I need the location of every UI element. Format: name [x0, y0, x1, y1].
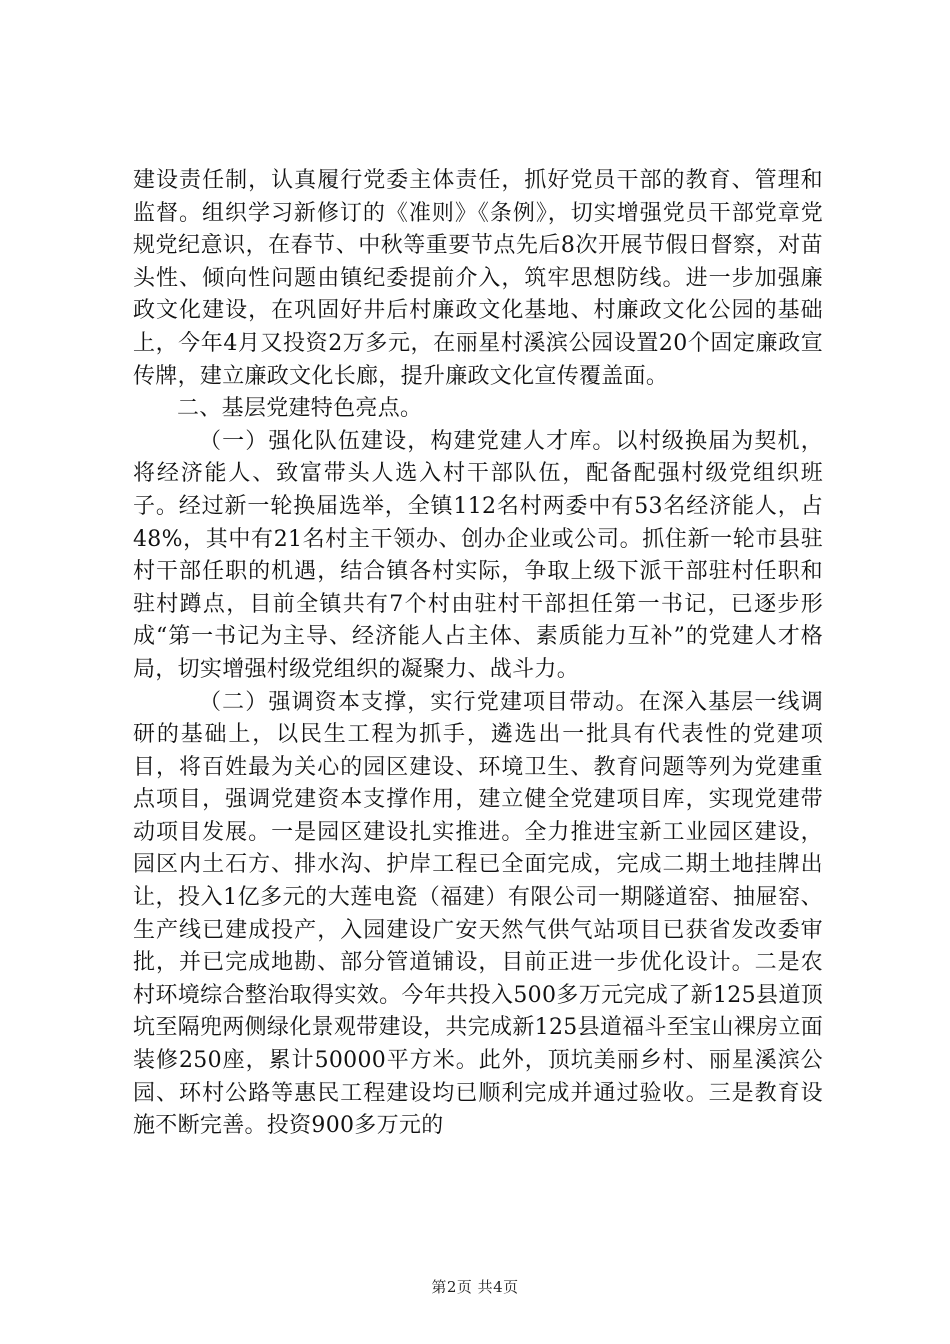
- page-footer: 第2页 共4页: [431, 1278, 519, 1296]
- paragraph-team-building: （一）强化队伍建设，构建党建人才库。以村级换届为契机，将经济能人、致富带头人选入村干部队伍，配备配强村级党组织班子。经过新一轮换届选举，全镇112名村两委中有53名经济能人，占48%，其中有21名村主干领办、创办企业或公司。抓住新一轮市县驻村干部任职的机遇，结合镇各村实际，争取上级下派干部驻村任职和驻村蹲点，目前全镇共有7个村由驻村干部担任第一书记，已逐步形成“第一书记为主导、经济能人占主体、素质能力互补”的党建人才格局，切实增强村级党组织的凝聚力、战斗力。: [133, 428, 823, 682]
- paragraph-project-driven: （二）强调资本支撑，实行党建项目带动。在深入基层一线调研的基础上，以民生工程为抓手，遴选出一批具有代表性的党建项目，将百姓最为关心的园区建设、环境卫生、教育问题等列为党建重点项目，强调党建资本支撑作用，建立健全党建项目库，实现党建带动项目发展。一是园区建设扎实推进。全力推进宝新工业园区建设，园区内土石方、排水沟、护岸工程已全面完成，完成二期土地挂牌出让，投入1亿多元的大莲电瓷（福建）有限公司一期隧道窑、抽屉窑、生产线已建成投产，入园建设广安天然气供气站项目已获省发改委审批，并已完成地勘、部分管道铺设，目前正进一步优化设计。二是农村环境综合整治取得实效。今年共投入500多万元完成了新125县道顶坑至隔兜两侧绿化景观带建设，共完成新125县道福斗至宝山裸房立面装修250座，累计50000平方米。此外，顶坑美丽乡村、丽星溪滨公园、环村公路等惠民工程建设均已顺利完成并通过验收。三是教育设施不断完善。投资900多万元的: [133, 689, 823, 1139]
- section-heading: 二、基层党建特色亮点。: [177, 396, 423, 422]
- paragraph-continuation: 建设责任制，认真履行党委主体责任，抓好党员干部的教育、管理和监督。组织学习新修订的《准则》《条例》，切实增强党员干部党章党规党纪意识，在春节、中秋等重要节点先后8次开展节假日督察，对苗头性、倾向性问题由镇纪委提前介入，筑牢思想防线。进一步加强廉政文化建设，在巩固好井后村廉政文化基地、村廉政文化公园的基础上，今年4月又投资2万多元，在丽星村溪滨公园设置20个固定廉政宣传牌，建立廉政文化长廊，提升廉政文化宣传覆盖面。: [133, 168, 823, 389]
- document-body: [133, 165, 823, 1143]
